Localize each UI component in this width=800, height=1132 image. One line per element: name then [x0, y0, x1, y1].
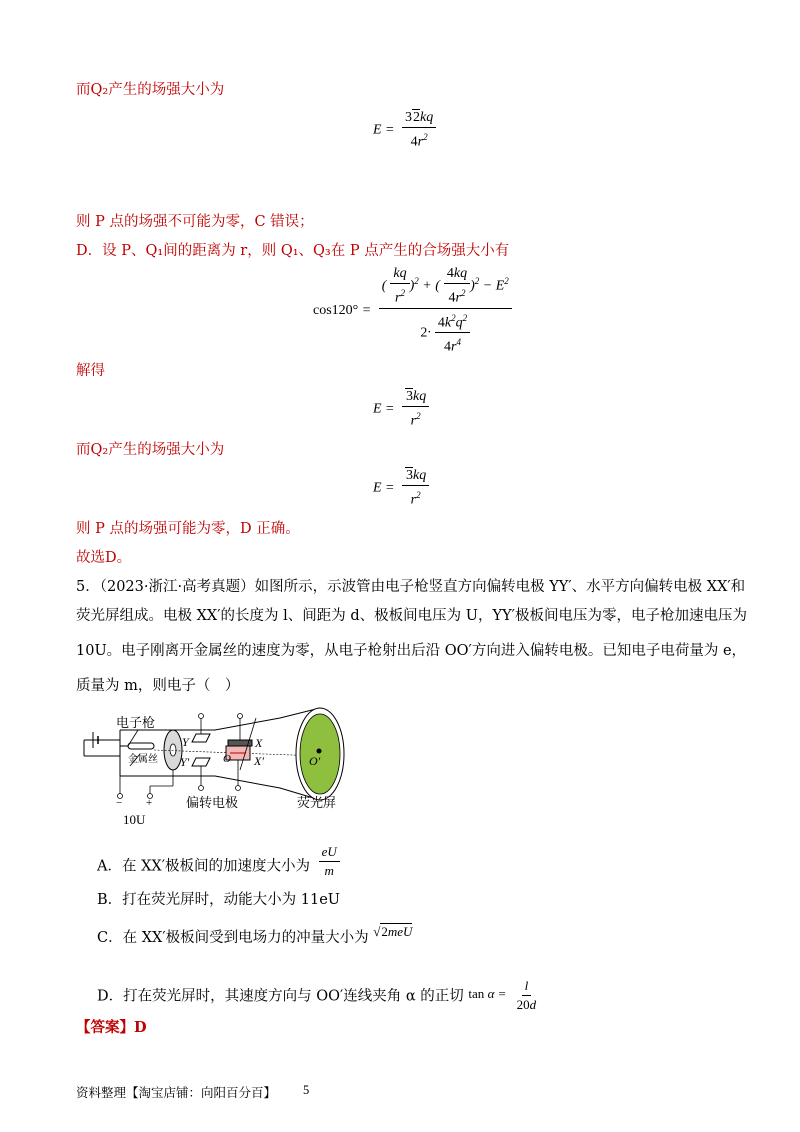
label-yp: Y′ [180, 755, 190, 769]
label-plates: 偏转电极 [186, 796, 239, 811]
formula-e-3sqrt2: E = $\frac{32kq}{4r^2}$ [373, 110, 436, 151]
label-minus: − [116, 797, 123, 809]
option-a [97, 844, 340, 885]
question-line: 质量为 m，则电子（ ） [76, 678, 240, 694]
text-line: 解得 [76, 363, 105, 379]
text-line: 而Q₂产生的场强大小为 [76, 442, 225, 458]
option-c-formula: √2meU [373, 924, 413, 939]
option-a-text: A．在 XX′极板间的加速度大小为 [97, 858, 311, 875]
label-voltage: 10U [123, 812, 146, 827]
question-line: 荧光屏组成。电极 XX′的长度为 l、间距为 d、极板间电压为 U，YY′极板间电压为零，电子枪加速电压为 [76, 608, 747, 624]
question-line: 10U。电子刚离开金属丝的速度为零，从电子枪射出后沿 OO′方向进入偏转电极。已知电子电荷量为 e， [76, 643, 747, 659]
label-wire: 金属丝 [128, 754, 158, 765]
text-line: 则 P 点的场强不可能为零，C 错误； [76, 214, 314, 230]
option-d-text: D．打在荧光屏时，其速度方向与 OO′连线夹角 α 的正切 [97, 988, 464, 1005]
label-plus: + [146, 797, 153, 809]
label-o: O [223, 753, 231, 765]
label-op: O′ [309, 754, 321, 768]
label-y: Y [182, 735, 189, 749]
question-line: 5．（2023·浙江·高考真题）如图所示，示波管由电子枪竖直方向偏转电极 YY′、水平方向偏转电极 XX′和 [76, 579, 746, 595]
option-d [97, 980, 539, 1015]
option-a-formula: $\frac{eU}{m}$ [315, 852, 340, 867]
option-d-formula: tan α = $\frac{l}{20d}$ [468, 978, 537, 1012]
answer: 【答案】D [76, 1019, 147, 1036]
option-b: B．打在荧光屏时，动能大小为 11eU [97, 892, 341, 908]
option-c-text: C．在 XX′极板间受到电场力的冲量大小为 [97, 930, 369, 946]
label-x: X [255, 736, 263, 750]
text-line: D．设 P、Q₁间的距离为 r，则 Q₁、Q₃在 P 点产生的合场强大小有 [76, 243, 510, 259]
formula-e-sqrt3-b: E = $\frac{3kq}{r^2}$ [373, 468, 429, 509]
text-line: 故选D。 [76, 550, 132, 566]
option-c [97, 924, 413, 948]
text-line: 则 P 点的场强可能为零，D 正确。 [76, 521, 300, 537]
footer-source: 资料整理【淘宝店铺：向阳百分百】 [76, 1085, 277, 1100]
formula-cos120: cos120° = ( $\frac{kq}{r^2}$ )$^2$ + ( $\frac{4kq}{4r^2}$ )$^2 - E^2$ 2· $\frac{4k^2q^2}{4r^4}$ [313, 266, 512, 356]
label-gun: 电子枪 [116, 716, 156, 731]
label-xp: X′ [254, 754, 264, 768]
text-line: 而Q₂产生的场强大小为 [76, 82, 225, 98]
label-screen: 荧光屏 [297, 796, 337, 811]
formula-e-sqrt3-a: E = $\frac{3kq}{r^2}$ [373, 389, 429, 430]
page-number: 5 [303, 1083, 310, 1097]
